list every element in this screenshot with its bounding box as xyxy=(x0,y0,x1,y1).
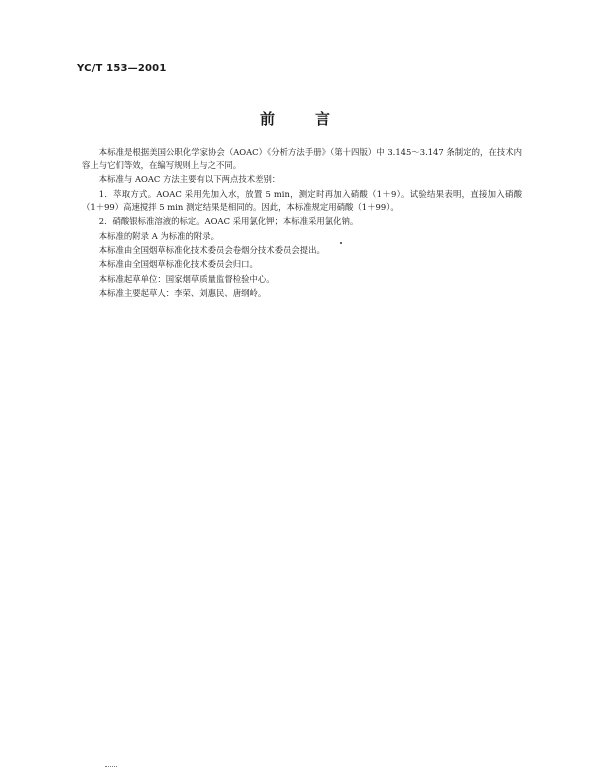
paragraph-managed-by: 本标准由全国烟草标准化技术委员会归口。 xyxy=(98,259,258,270)
paragraph-drafters: 本标准主要起草人：李荣、刘惠民、唐纲岭。 xyxy=(98,288,267,299)
paragraph-proposed-by: 本标准由全国烟草标准化技术委员会卷烟分技术委员会提出。 xyxy=(98,244,325,255)
scan-artifact-dot xyxy=(340,242,342,244)
footer-mark xyxy=(105,766,117,768)
paragraph-origin: 本标准是根据美国公职化学家协会（AOAC）《分析方法手册》（第十四版）中 3.145～3.147 条制定的，在技术内容上与它们等效，在编写规则上与之不同。 xyxy=(82,147,522,170)
page-title: 前言 xyxy=(259,110,370,128)
foreword-body xyxy=(82,146,522,302)
paragraph-differences-intro: 本标准与 AOAC 方法主要有以下两点技术差别： xyxy=(98,174,281,185)
paragraph-difference-2: 2．硝酸银标准溶液的标定。AOAC 采用氯化钾；本标准采用氯化钠。 xyxy=(98,216,359,227)
paragraph-difference-1: 1．萃取方式。AOAC 采用先加入水，放置 5 min，测定时再加入硝酸（1＋9）。试验结果表明，直接加入硝酸（1＋99）高速搅拌 5 min 测定结果是相同的。因此，本标准规定用硝酸（1＋99）。 xyxy=(82,188,522,212)
paragraph-appendix: 本标准的附录 A 为标准的附录。 xyxy=(98,230,220,241)
standard-code: YC/T 153—2001 xyxy=(77,63,167,74)
paragraph-drafting-unit: 本标准起草单位：国家烟草质量监督检验中心。 xyxy=(98,273,275,284)
